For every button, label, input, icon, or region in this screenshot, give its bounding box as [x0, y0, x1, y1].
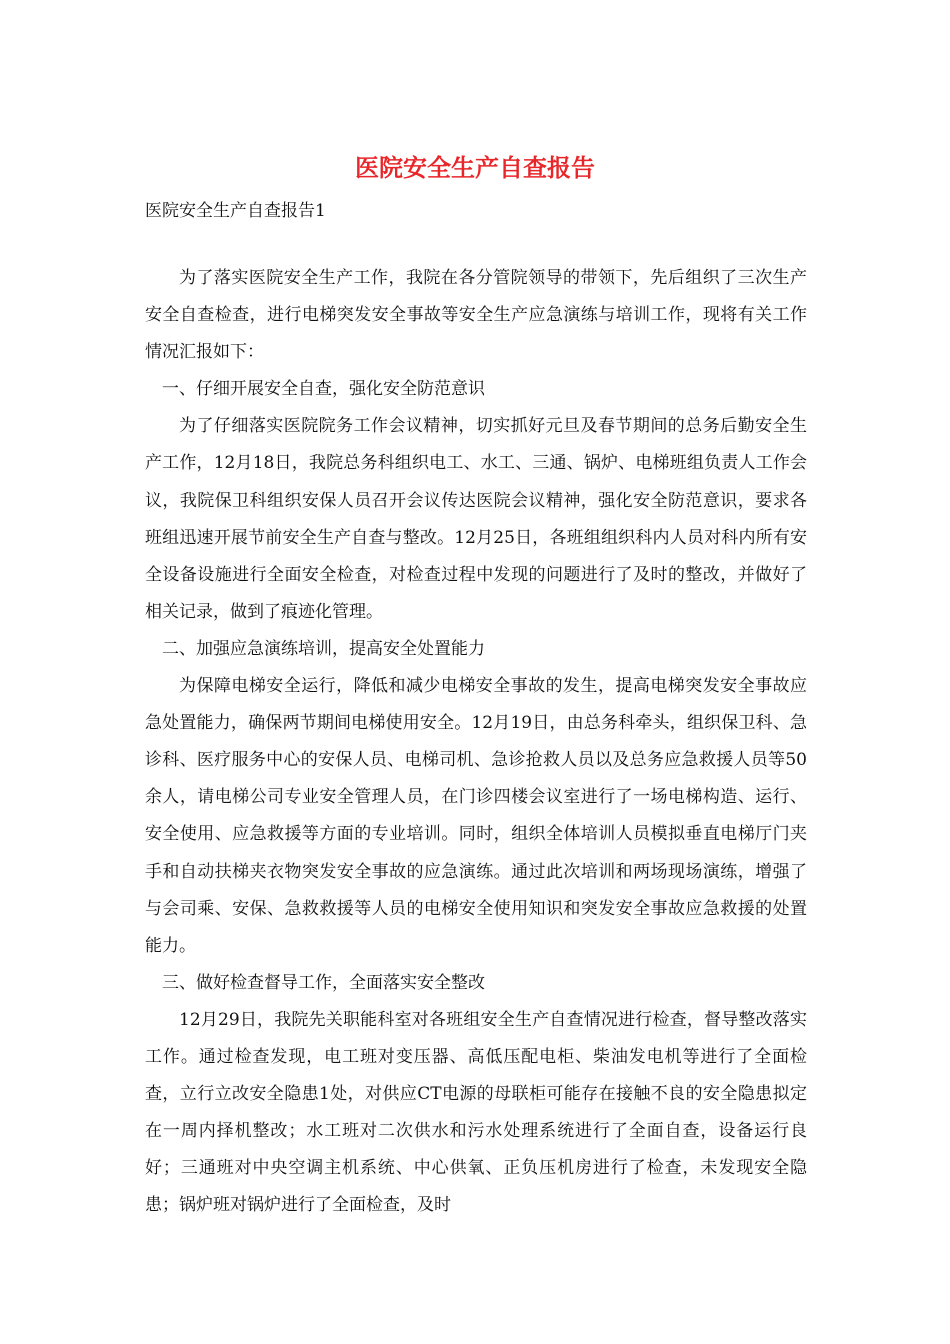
document-subtitle: 医院安全生产自查报告1	[145, 201, 326, 221]
section-heading-2: 二、加强应急演练培训，提高安全处置能力	[162, 638, 485, 659]
document-body	[145, 260, 807, 1224]
section-heading-1: 一、仔细开展安全自查，强化安全防范意识	[162, 379, 485, 400]
document-title: 医院安全生产自查报告	[355, 153, 595, 182]
section-paragraph-3: 12月29日，我院先关职能科室对各班组安全生产自查情况进行检查，督导整改落实工作。通过检查发现，电工班对变压器、高低压配电柜、柴油发电机等进行了全面检查，立行立改安全隐患1处，对供应CT电源的母联柜可能存在接触不良的安全隐患拟定在一周内择机整改；水工班对二次供水和污水处理系统进行了全面自查，设备运行良好；三通班对中央空调主机系统、中心供氧、正负压机房进行了检查，未发现安全隐患；锅炉班对锅炉进行了全面检查，及时	[145, 1009, 807, 1216]
section-paragraph-2: 为保障电梯安全运行，降低和减少电梯安全事故的发生，提高电梯突发安全事故应急处置能力，确保两节期间电梯使用安全。12月19日，由总务科牵头，组织保卫科、急诊科、医疗服务中心的安保人员、电梯司机、急诊抢救人员以及总务应急救援人员等50余人，请电梯公司专业安全管理人员，在门诊四楼会议室进行了一场电梯构造、运行、安全使用、应急救援等方面的专业培训。同时，组织全体培训人员模拟垂直电梯厅门夹手和自动扶梯夹衣物突发安全事故的应急演练。通过此次培训和两场现场演练，增强了与会司乘、安保、急救救援等人员的电梯安全使用知识和突发安全事故应急救援的处置能力。	[145, 676, 807, 956]
intro-paragraph: 为了落实医院安全生产工作，我院在各分管院领导的带领下，先后组织了三次生产安全自查检查，进行电梯突发安全事故等安全生产应急演练与培训工作，现将有关工作情况汇报如下：	[145, 268, 807, 363]
section-heading-3: 三、做好检查督导工作，全面落实安全整改	[162, 972, 485, 993]
section-paragraph-1: 为了仔细落实医院院务工作会议精神，切实抓好元旦及春节期间的总务后勤安全生产工作，12月18日，我院总务科组织电工、水工、三通、锅炉、电梯班组负责人工作会议，我院保卫科组织安保人员召开会议传达医院会议精神，强化安全防范意识，要求各班组迅速开展节前安全生产自查与整改。12月25日，各班组组织科内人员对科内所有安全设备设施进行全面安全检查，对检查过程中发现的问题进行了及时的整改，并做好了相关记录，做到了痕迹化管理。	[145, 416, 807, 622]
